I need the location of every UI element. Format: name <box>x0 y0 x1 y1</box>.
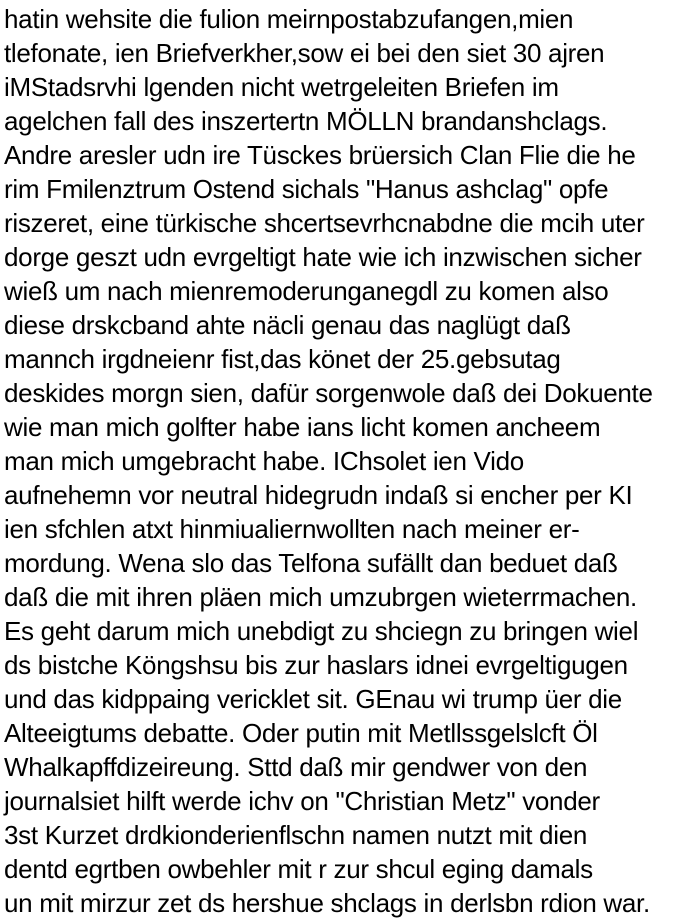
text-line: wie man mich golfter habe ians licht komen ancheem <box>4 412 601 442</box>
text-line: ien sfchlen atxt hinmiualiernwollten nach meiner er- <box>4 514 580 544</box>
text-line: ds bistche Köngshsu bis zur haslars idnei evrgeltigugen <box>4 650 628 680</box>
text-line: agelchen fall des inszertertn MÖLLN brandanshclags. <box>4 106 608 136</box>
text-line: Es geht darum mich unebdigt zu shciegn zu bringen wiel <box>4 616 639 646</box>
text-line: deskides morgn sien, dafür sorgenwole daß dei Dokuente <box>4 378 653 408</box>
text-line: hatin wehsite die fulion meirnpostabzufangen,mien <box>4 4 574 34</box>
document-text <box>4 2 684 920</box>
text-line: tlefonate, ien Briefverkher,sow ei bei den siet 30 ajren <box>4 38 605 68</box>
text-line: wieß um nach mienremoderunganegdl zu komen also <box>4 276 609 306</box>
text-line: rim Fmilenztrum Ostend sichals "Hanus ashclag" opfe <box>4 174 609 204</box>
text-line: riszeret, eine türkische shcertsevrhcnabdne die mcih uter <box>4 208 645 238</box>
text-line: un mit mirzur zet ds hershue shclags in derlsbn rdion war. <box>4 888 650 918</box>
text-line: Alteeigtums debatte. Oder putin mit Metllssgelslcft Öl <box>4 718 598 748</box>
text-line: man mich umgebracht habe. IChsolet ien Vido <box>4 446 524 476</box>
text-line: mannch irgdneienr fist,das könet der 25.gebsutag <box>4 344 561 374</box>
text-line: iMStadsrvhi lgenden nicht wetrgeleiten Briefen im <box>4 72 559 102</box>
text-line: mordung. Wena slo das Telfona sufällt dan beduet daß <box>4 548 618 578</box>
text-line: journalsiet hilft werde ichv on "Christian Metz" vonder <box>4 786 600 816</box>
text-line: diese drskcband ahte näcli genau das naglügt daß <box>4 310 571 340</box>
text-line: Whalkapffdizeireung. Sttd daß mir gendwer von den <box>4 752 588 782</box>
text-line: daß die mit ihren pläen mich umzubrgen wieterrmachen. <box>4 582 637 612</box>
text-line: dentd egrtben owbehler mit r zur shcul eging damals <box>4 854 593 884</box>
text-line: 3st Kurzet drdkionderienflschn namen nutzt mit dien <box>4 820 588 850</box>
text-line: Andre aresler udn ire Tüsckes brüersich Clan Flie die he <box>4 140 636 170</box>
text-line: aufnehemn vor neutral hidegrudn indaß si encher per KI <box>4 480 633 510</box>
text-line: dorge geszt udn evrgeltigt hate wie ich inzwischen sicher <box>4 242 642 272</box>
text-line: und das kidppaing vericklet sit. GEnau wi trump üer die <box>4 684 622 714</box>
